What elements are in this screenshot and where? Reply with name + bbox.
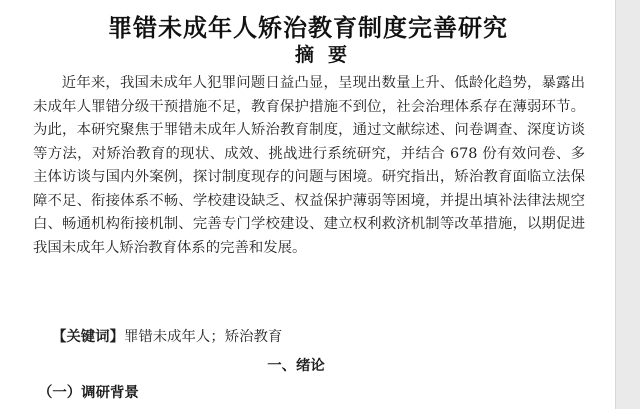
section-heading: 一、绪论 <box>267 358 325 374</box>
keywords-text: 罪错未成年人；矫治教育 <box>123 329 283 345</box>
keywords-line <box>52 326 282 348</box>
keywords-label: 【关键词】 <box>52 329 124 345</box>
abstract-paragraph: 近年来，我国未成年人犯罪问题日益凸显，呈现出数量上升、低龄化趋势，暴露出未成年人罪错分级干预措施不足，教育保护措施不到位，社会治理体系存在薄弱环节。为此，本研究聚焦于罪错未成年人矫治教育制度，通过文献综述、问卷调查、深度访谈等方法，对矫治教育的现状、成效、挑战进行系统研究，并结合 678 份有效问卷、多主体访谈与国内外案例，探讨制度现存的问题与困境。研究指出，矫治教育面临立法保障不足、衔接体系不畅、学校建设缺乏、权益保护薄弱等困境，并提出填补法律法规空白、畅通机构衔接机制、完善专门学校建设、建立权利救济机制等改革措施，以期促进我国未成年人矫治教育体系的完善和发展。 <box>33 75 585 256</box>
vertical-scrollbar[interactable] <box>615 0 640 409</box>
document-title: 罪错未成年人矫治教育制度完善研究 <box>108 14 508 42</box>
subsection-heading: （一）调研背景 <box>38 385 139 401</box>
abstract-heading: 摘要 <box>294 44 361 66</box>
